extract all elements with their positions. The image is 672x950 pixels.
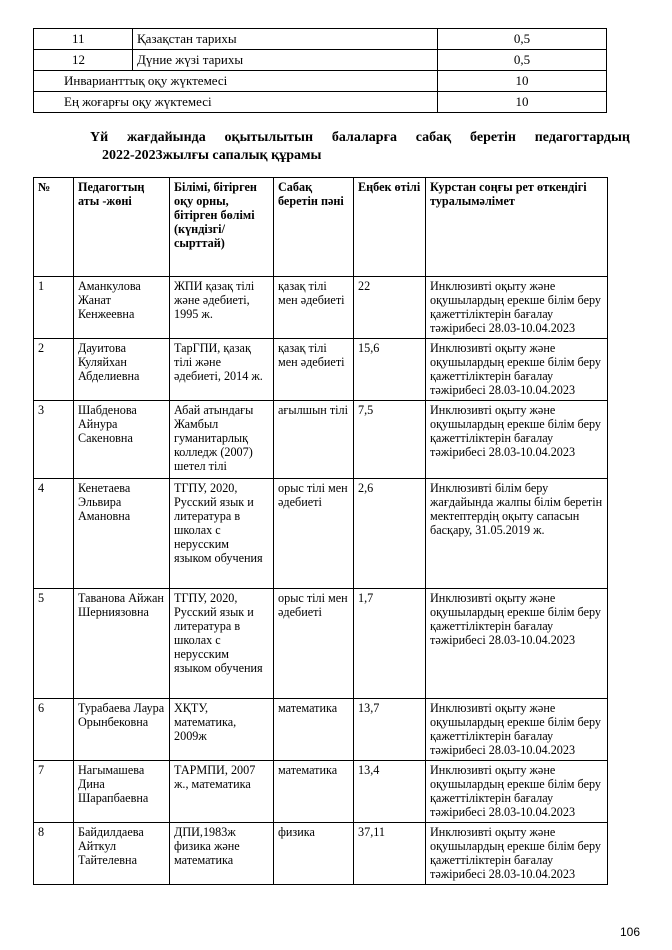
cell-course: Инклюзивті оқыту және оқушылардың ерекше білім беру қажеттіліктерін бағалау тәжірибесі 28.03-10.04.2023 bbox=[426, 277, 608, 339]
hours-value: 0,5 bbox=[438, 50, 607, 71]
cell-course: Инклюзивті оқыту және оқушылардың ерекше білім беру қажеттіліктерін бағалау тәжірибесі 28.03-10.04.2023 bbox=[426, 761, 608, 823]
cell-education: ТГПУ, 2020, Русский язык и литература в школах с нерусским языком обучения bbox=[170, 479, 274, 589]
cell-course: Инклюзивті оқыту және оқушылардың ерекше білім беру қажеттіліктерін бағалау тәжірибесі 28.03-10.04.2023 bbox=[426, 823, 608, 885]
heading-line-2: 2022-2023жылғы сапалық құрамы bbox=[102, 148, 322, 163]
section-heading bbox=[90, 129, 630, 165]
table-row bbox=[34, 589, 608, 699]
heading-line-1: Үй жағдайында оқытылытын балаларға сабақ беретін педагогтардың bbox=[90, 130, 630, 145]
cell-subject: қазақ тілі мен әдебиеті bbox=[274, 277, 354, 339]
table-row bbox=[34, 29, 607, 50]
cell-no: 8 bbox=[34, 823, 74, 885]
cell-no: 3 bbox=[34, 401, 74, 479]
header-course: Курстан соңғы рет өткендігі туралымәлімет bbox=[426, 178, 608, 277]
table-row bbox=[34, 699, 608, 761]
cell-name: Таванова Айжан Шерниязовна bbox=[74, 589, 170, 699]
cell-course: Инклюзивті оқыту және оқушылардың ерекше білім беру қажеттіліктерін бағалау тәжірибесі 28.03-10.04.2023 bbox=[426, 401, 608, 479]
cell-education: ХҚТУ, математика, 2009ж bbox=[170, 699, 274, 761]
page-number: 106 bbox=[620, 925, 641, 939]
cell-subject: қазақ тілі мен әдебиеті bbox=[274, 339, 354, 401]
cell-education: ЖПИ қазақ тілі және әдебиеті, 1995 ж. bbox=[170, 277, 274, 339]
header-experience: Еңбек өтілі bbox=[354, 178, 426, 277]
cell-subject: математика bbox=[274, 761, 354, 823]
table-row bbox=[34, 71, 607, 92]
cell-education: ДПИ,1983ж физика және математика bbox=[170, 823, 274, 885]
cell-name: Дауитова Куляйхан Абделиевна bbox=[74, 339, 170, 401]
row-number: 12 bbox=[34, 50, 133, 71]
load-label: Инварианттық оқу жүктемесі bbox=[34, 71, 438, 92]
table-row bbox=[34, 277, 608, 339]
cell-no: 1 bbox=[34, 277, 74, 339]
table-row bbox=[34, 479, 608, 589]
cell-no: 2 bbox=[34, 339, 74, 401]
cell-experience: 13,7 bbox=[354, 699, 426, 761]
header-subject: Сабақ беретін пәні bbox=[274, 178, 354, 277]
hours-value: 0,5 bbox=[438, 29, 607, 50]
table-row bbox=[34, 761, 608, 823]
load-value: 10 bbox=[438, 92, 607, 113]
table-row bbox=[34, 92, 607, 113]
cell-subject: орыс тілі мен әдебиеті bbox=[274, 479, 354, 589]
cell-name: Шабденова Айнура Сакеновна bbox=[74, 401, 170, 479]
cell-experience: 2,6 bbox=[354, 479, 426, 589]
cell-course: Инклюзивті оқыту және оқушылардың ерекше білім беру қажеттіліктерін бағалау тәжірибесі 28.03-10.04.2023 bbox=[426, 589, 608, 699]
header-name: Педагогтың аты -жөні bbox=[74, 178, 170, 277]
cell-education: ТАРМПИ, 2007 ж., математика bbox=[170, 761, 274, 823]
cell-subject: математика bbox=[274, 699, 354, 761]
cell-experience: 37,11 bbox=[354, 823, 426, 885]
cell-no: 7 bbox=[34, 761, 74, 823]
cell-education: Абай атындағы Жамбыл гуманитарлық колледж (2007) шетел тілі bbox=[170, 401, 274, 479]
cell-experience: 7,5 bbox=[354, 401, 426, 479]
cell-subject: физика bbox=[274, 823, 354, 885]
header-education: Білімі, бітірген оқу орны, бітірген бөлімі (күндізгі/ сырттай) bbox=[170, 178, 274, 277]
cell-course: Инклюзивті оқыту және оқушылардың ерекше білім беру қажеттіліктерін бағалау тәжірибесі 28.03-10.04.2023 bbox=[426, 699, 608, 761]
subject-name: Қазақстан тарихы bbox=[133, 29, 438, 50]
teachers-table bbox=[33, 177, 608, 885]
cell-name: Кенетаева Эльвира Амановна bbox=[74, 479, 170, 589]
cell-experience: 1,7 bbox=[354, 589, 426, 699]
subject-name: Дүние жүзі тарихы bbox=[133, 50, 438, 71]
cell-no: 6 bbox=[34, 699, 74, 761]
cell-course: Инклюзивті оқыту және оқушылардың ерекше білім беру қажеттіліктерін бағалау тәжірибесі 28.03-10.04.2023 bbox=[426, 339, 608, 401]
table-row bbox=[34, 823, 608, 885]
cell-experience: 15,6 bbox=[354, 339, 426, 401]
cell-education: ТарГПИ, қазақ тілі және әдебиеті, 2014 ж. bbox=[170, 339, 274, 401]
cell-name: Нагымашева Дина Шарапбаевна bbox=[74, 761, 170, 823]
cell-education: ТГПУ, 2020, Русский язык и литература в школах с нерусским языком обучения bbox=[170, 589, 274, 699]
table-row bbox=[34, 50, 607, 71]
cell-experience: 22 bbox=[354, 277, 426, 339]
cell-no: 4 bbox=[34, 479, 74, 589]
table-row bbox=[34, 339, 608, 401]
load-value: 10 bbox=[438, 71, 607, 92]
cell-subject: ағылшын тілі bbox=[274, 401, 354, 479]
cell-no: 5 bbox=[34, 589, 74, 699]
cell-course: Инклюзивті білім беру жағдайында жалпы білім беретін мектептердің оқыту сапасын басқару, 31.05.2019 ж. bbox=[426, 479, 608, 589]
cell-name: Аманкулова Жанат Кенжеевна bbox=[74, 277, 170, 339]
row-number: 11 bbox=[34, 29, 133, 50]
table-row bbox=[34, 401, 608, 479]
curriculum-load-table bbox=[33, 28, 607, 113]
header-no: № bbox=[34, 178, 74, 277]
cell-name: Турабаева Лаура Орынбековна bbox=[74, 699, 170, 761]
load-label: Ең жоғарғы оқу жүктемесі bbox=[34, 92, 438, 113]
cell-name: Байдилдаева Айткул Тайтелевна bbox=[74, 823, 170, 885]
table-header-row bbox=[34, 178, 608, 277]
cell-subject: орыс тілі мен әдебиеті bbox=[274, 589, 354, 699]
cell-experience: 13,4 bbox=[354, 761, 426, 823]
